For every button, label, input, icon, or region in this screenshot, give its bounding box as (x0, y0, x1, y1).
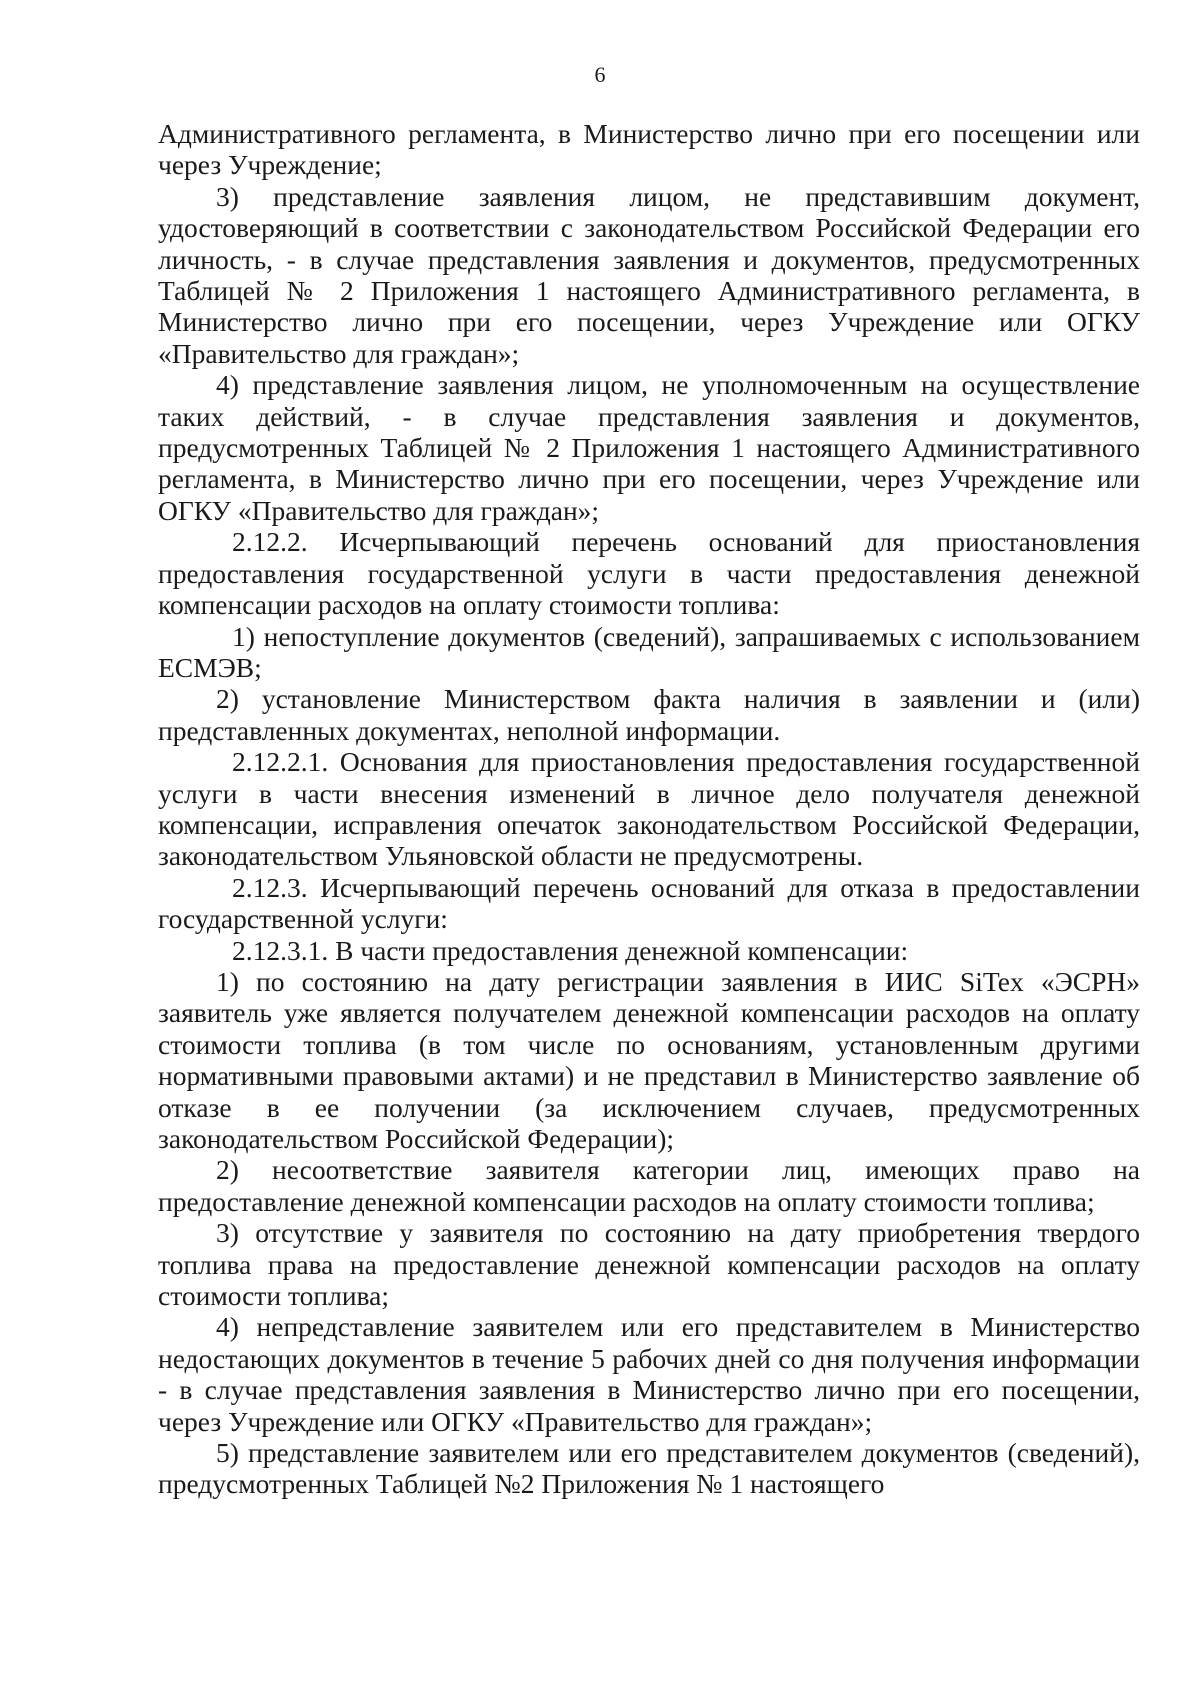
section-2-12-3-1: 2.12.3.1. В части предоставления денежной компенсации: (232, 934, 909, 966)
refusal-item-5: 5) представление заявителем или его представителем документов (сведений), предусмотренных Таблицей №2 Приложения № 1 настоящего (158, 1437, 1140, 1500)
paragraph-continuation: Административного регламента, в Министерство лично при его посещении или через Учреждение; (158, 118, 1140, 181)
section-2-12-3: 2.12.3. Исчерпывающий перечень оснований для отказа в предоставлении государственной услуги: (158, 871, 1140, 935)
refusal-item-2: 2) несоответствие заявителя категории лиц, имеющих право на предоставление денежной компенсации расходов на оплату стоимости топлива; (158, 1154, 1140, 1217)
list-item-3: 3) представление заявления лицом, не представившим документ, удостоверяющий в соответствии с законодательством Российской Федерации его личность, - в случае представления заявления и документов, предусмотренных Таблицей № 2 Приложения 1 настоящего Административного регламента, в Министерство лично при его посещении, через Учреждение или ОГКУ «Правительство для граждан»; (158, 180, 1140, 369)
refusal-item-4: 4) непредставление заявителем или его представителем в Министерство недостающих документов в течение 5 рабочих дней со дня получения информации - в случае представления заявления в Министерство лично при его посещении, через Учреждение или ОГКУ «Правительство для граждан»; (158, 1311, 1140, 1437)
list-item-2: 2) установление Министерством факта наличия в заявлении и (или) представленных документах, неполной информации. (158, 683, 1140, 746)
refusal-item-1: 1) по состоянию на дату регистрации заявления в ИИС SiTex «ЭСРН» заявитель уже является получателем денежной компенсации расходов на оплату стоимости топлива (в том числе по основаниям, установленным другими нормативными правовыми актами) и не представил в Министерство заявление об отказе в ее получении (за исключением случаев, предусмотренных законодательством Российской Федерации); (158, 965, 1140, 1154)
list-item-1: 1) непоступление документов (сведений), запрашиваемых с использованием ЕСМЭВ; (158, 620, 1140, 683)
refusal-item-3: 3) отсутствие у заявителя по состоянию на дату приобретения твердого топлива права на предоставление денежной компенсации расходов на оплату стоимости топлива; (158, 1217, 1140, 1312)
page-number: 6 (594, 62, 606, 87)
document-body (158, 118, 1140, 1500)
section-2-12-2: 2.12.2. Исчерпывающий перечень оснований для приостановления предоставления государственной услуги в части предоставления денежной компенсации расходов на оплату стоимости топлива: (158, 526, 1140, 621)
list-item-4: 4) представление заявления лицом, не уполномоченным на осуществление таких действий, - в случае представления заявления и документов, предусмотренных Таблицей № 2 Приложения 1 настоящего Административного регламента, в Министерство лично при его посещении, через Учреждение или ОГКУ «Правительство для граждан»; (158, 369, 1140, 526)
section-2-12-2-1: 2.12.2.1. Основания для приостановления предоставления государственной услуги в части внесения изменений в личное дело получателя денежной компенсации, исправления опечаток законодательством Российской Федерации, законодательством Ульяновской области не предусмотрены. (158, 746, 1140, 872)
